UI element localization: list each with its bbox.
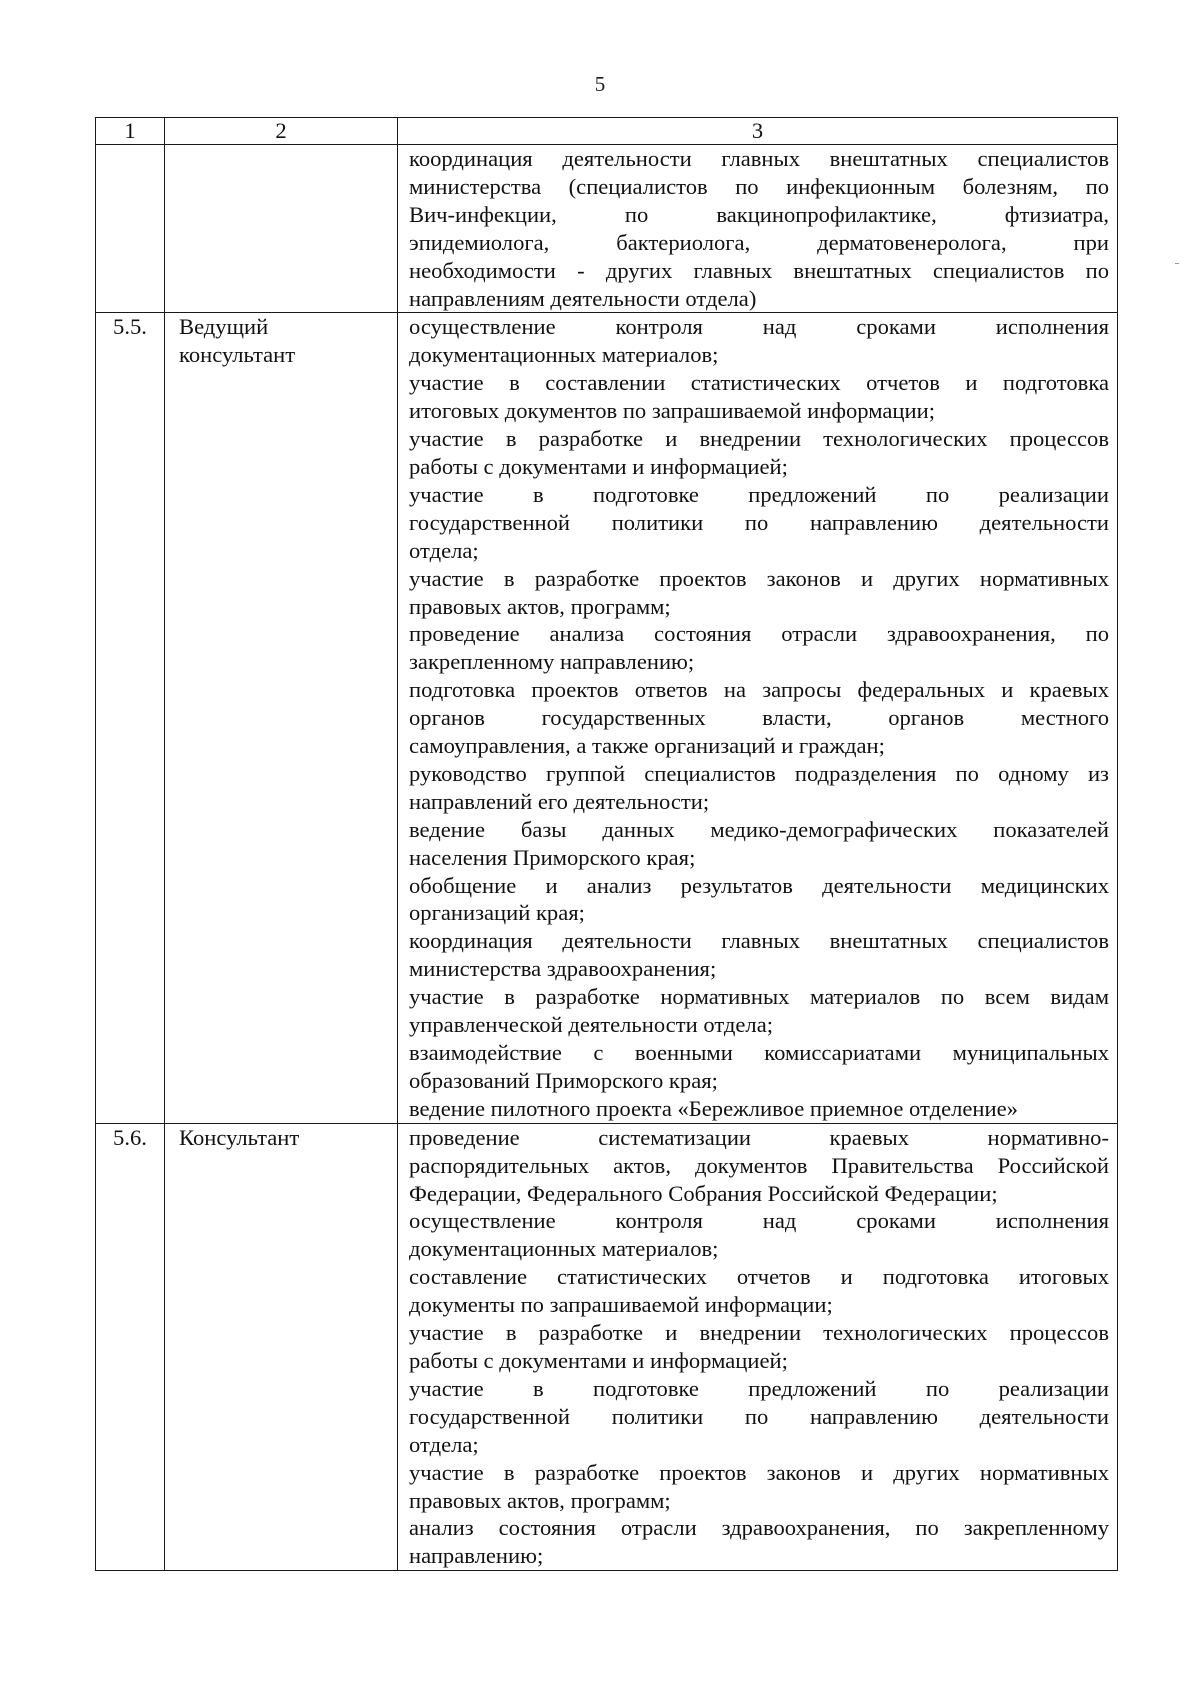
header-cell-1: 1 <box>96 118 165 145</box>
duty-text-line: работы с документами и информацией; <box>409 1347 788 1373</box>
duty-text-line: координация деятельности главных внештатных специалистов <box>409 928 1109 954</box>
table-body <box>96 118 1118 1571</box>
duty-text-line: руководство группой специалистов подразделения по одному из <box>409 760 1109 786</box>
duty-text-line: участие в разработке проектов законов и других нормативных <box>409 1459 1109 1485</box>
duty-text-line: образований Приморского края; <box>409 1067 718 1093</box>
duty-text-line: направлений его деятельности; <box>409 788 710 814</box>
duty-text-line: министерства (специалистов по инфекционным болезням, по <box>409 173 1109 199</box>
position-cell <box>165 145 398 313</box>
duty-text-line: осуществление контроля над сроками исполнения <box>409 1208 1109 1234</box>
duty-text-line: проведение систематизации краевых нормативно- <box>409 1124 1109 1150</box>
duty-text-line: документационных материалов; <box>409 342 719 368</box>
duty-text-line: участие в разработке и внедрении технологических процессов <box>409 426 1109 452</box>
duty-text-line: направлению; <box>409 1543 544 1569</box>
position-cell <box>165 313 398 1123</box>
duty-text-line: участие в подготовке предложений по реализации <box>409 1375 1109 1401</box>
duty-text-line: участие в разработке проектов законов и других нормативных <box>409 565 1109 591</box>
duties-cell <box>398 313 1118 1123</box>
duty-text-line: организаций края; <box>409 900 585 926</box>
duty-text-line: взаимодействие с военными комиссариатами муниципальных <box>409 1040 1109 1065</box>
duty-text-line: Федерации, Федерального Собрания Российской Федерации; <box>409 1180 998 1206</box>
position-title: Консультант <box>179 1124 300 1150</box>
duty-text-line: Вич-инфекции, по вакцинопрофилактике, фтизиатра, <box>409 201 1109 227</box>
duty-text-line: работы с документами и информацией; <box>409 453 788 479</box>
row-number-cell <box>96 145 165 313</box>
duty-text-line: государственной политики по направлению деятельности <box>409 1403 1109 1429</box>
duty-text-line: осуществление контроля над сроками исполнения <box>409 314 1109 340</box>
duty-text-line: документы по запрашиваемой информации; <box>409 1292 833 1318</box>
duties-cell <box>398 1123 1118 1571</box>
duty-text-line: проведение анализа состояния отрасли здравоохранения, по <box>409 621 1109 647</box>
duties-cell <box>398 145 1118 313</box>
duty-text-line: правовых актов, программ; <box>409 593 671 619</box>
duty-text-line: участие в разработке и внедрении технологических процессов <box>409 1320 1109 1346</box>
duty-text-line: необходимости - других главных внештатных специалистов по <box>409 257 1109 283</box>
row-number-cell <box>96 313 165 1123</box>
duty-text-line: участие в составлении статистических отчетов и подготовка <box>409 370 1109 396</box>
row-number: 5.6. <box>113 1124 147 1150</box>
duty-text-line: координация деятельности главных внештатных специалистов <box>409 146 1109 171</box>
row-number: 5.5. <box>113 314 147 340</box>
duty-text-line: эпидемиолога, бактериолога, дерматовенеролога, при <box>409 229 1109 255</box>
duties-table <box>95 117 1118 1571</box>
duty-text-line: управленческой деятельности отдела; <box>409 1012 773 1038</box>
scan-artifact <box>1175 263 1179 264</box>
header-cell-3: 3 <box>398 118 1118 145</box>
duty-text-line: направлениям деятельности отдела) <box>409 285 757 311</box>
position-cell <box>165 1123 398 1571</box>
duty-text-line: ведение базы данных медико-демографических показателей <box>409 816 1109 842</box>
duty-text-line: министерства здравоохранения; <box>409 956 717 982</box>
table-row <box>96 1123 1118 1571</box>
row-number-cell <box>96 1123 165 1571</box>
duty-text-line: населения Приморского края; <box>409 844 696 870</box>
header-row <box>96 118 1118 145</box>
header-cell-2: 2 <box>165 118 398 145</box>
duty-text-line: итоговых документов по запрашиваемой информации; <box>409 398 935 424</box>
position-title: Ведущий консультант <box>179 314 296 368</box>
page-number: 5 <box>594 72 606 96</box>
duty-text-line: закрепленному направлению; <box>409 649 695 675</box>
table-row <box>96 145 1118 313</box>
duty-text-line: отдела; <box>409 537 479 563</box>
duty-text-line: документационных материалов; <box>409 1236 719 1262</box>
duty-text-line: составление статистических отчетов и подготовка итоговых <box>409 1264 1109 1290</box>
table-row <box>96 313 1118 1123</box>
duty-text-line: участие в подготовке предложений по реализации <box>409 481 1109 507</box>
duty-text-line: обобщение и анализ результатов деятельности медицинских <box>409 872 1109 898</box>
duty-text-line: подготовка проектов ответов на запросы федеральных и краевых <box>409 677 1109 703</box>
duty-text-line: государственной политики по направлению деятельности <box>409 509 1109 535</box>
duty-text-line: ведение пилотного проекта «Бережливое приемное отделение» <box>409 1095 1018 1121</box>
duty-text-line: самоуправления, а также организаций и граждан; <box>409 733 885 759</box>
duty-text-line: участие в разработке нормативных материалов по всем видам <box>409 984 1109 1010</box>
duty-text-line: органов государственных власти, органов местного <box>409 705 1109 731</box>
duty-text-line: анализ состояния отрасли здравоохранения, по закрепленному <box>409 1515 1109 1541</box>
duty-text-line: правовых актов, программ; <box>409 1487 671 1513</box>
duty-text-line: распорядительных актов, документов Правительства Российской <box>409 1152 1109 1178</box>
duty-text-line: отдела; <box>409 1431 479 1457</box>
